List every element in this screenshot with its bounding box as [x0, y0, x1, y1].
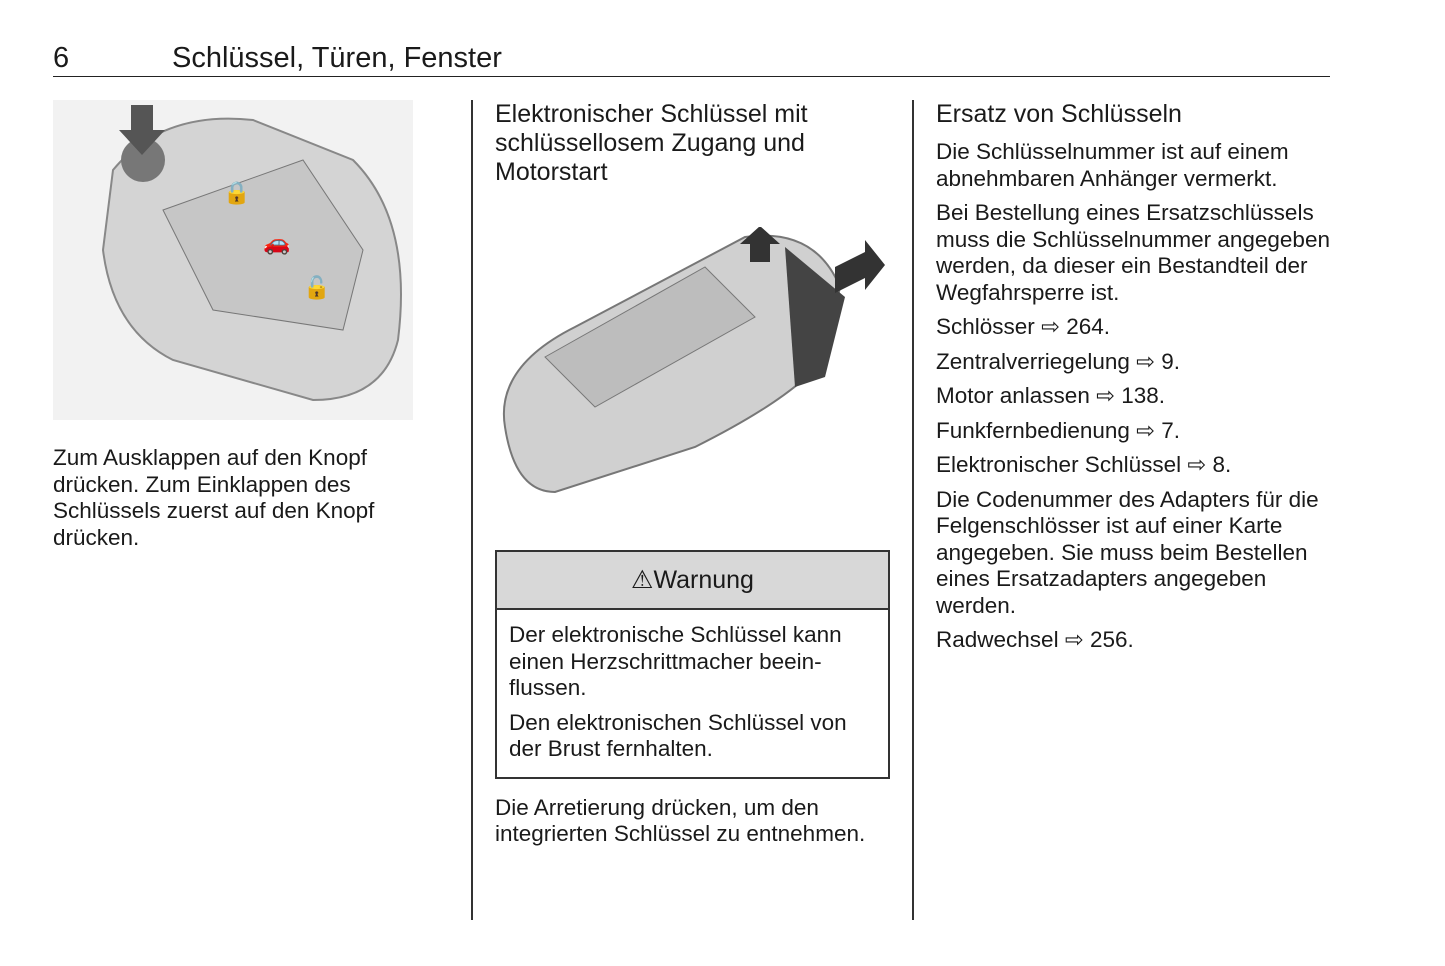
warning-box: [495, 550, 890, 779]
body-text: Bei Bestellung eines Ersatzschlüssels muss die Schlüsselnummer angegeben werden, da dieser ein Bestandteil der Wegfahrsperre ist.: [936, 200, 1330, 305]
chapter-title: Schlüssel, Türen, Fenster: [172, 42, 502, 74]
arrow-icon: ⇨: [1136, 348, 1155, 374]
warning-header: [497, 552, 888, 610]
body-text: Die Codenummer des Adapters für die Felgenschlösser ist auf einer Karte angegeben. Sie muss beim Bestellen eines Ersatzadapters angegeben werden.: [936, 486, 1319, 618]
electronic-key-illustration: [495, 227, 890, 497]
body-text: Die Schlüsselnummer ist auf einem abnehmbaren Anhänger vermerkt.: [936, 139, 1289, 191]
page-number: 6: [53, 42, 70, 74]
warning-icon: ⚠: [631, 566, 654, 594]
warning-title: Warnung: [653, 565, 754, 594]
cross-reference[interactable]: Funkfernbedienung ⇨ 7.: [936, 417, 1181, 443]
cross-reference[interactable]: Zentralverriegelung ⇨ 9.: [936, 348, 1181, 374]
column-divider: [471, 100, 473, 920]
section-heading: Ersatz von Schlüsseln: [936, 100, 1182, 128]
svg-text:🚗: 🚗: [263, 230, 291, 255]
arrow-icon: ⇨: [1136, 417, 1156, 443]
cross-reference[interactable]: Radwechsel ⇨ 256.: [936, 627, 1134, 652]
section-heading: Elektronischer Schlüssel mit schlüssellosem Zugang und Motorstart: [495, 100, 808, 186]
column-1: [53, 100, 448, 559]
column-2: [495, 100, 890, 856]
arrow-icon: ⇨: [1064, 627, 1084, 652]
caption: Zum Ausklappen auf den Knopf drücken. Zum Einklappen des Schlüssels zuerst auf den Knopf drücken.: [53, 445, 375, 550]
folding-key-illustration: [53, 100, 413, 420]
warning-text: Den elektronischen Schlüssel von der Brust fernhalten.: [509, 709, 847, 761]
arrow-icon: ⇨: [1096, 383, 1115, 408]
arrow-icon: ⇨: [1041, 314, 1060, 339]
warning-text: Der elektronische Schlüssel kann einen Herzschrittmacher beeinflussen.: [509, 622, 842, 700]
column-3: [936, 100, 1332, 662]
cross-reference[interactable]: Schlösser ⇨ 264.: [936, 314, 1110, 339]
cross-reference[interactable]: Elektronischer Schlüssel ⇨ 8.: [936, 452, 1232, 477]
svg-text:🔒: 🔒: [223, 180, 251, 205]
arrow-icon: ⇨: [1187, 452, 1207, 477]
page-header: [53, 42, 1330, 77]
column-divider: [912, 100, 914, 920]
cross-reference[interactable]: Motor anlassen ⇨ 138.: [936, 383, 1166, 408]
svg-text:🔓: 🔓: [303, 275, 331, 300]
body-text: Die Arretierung drücken, um den integrierten Schlüssel zu entnehmen.: [495, 794, 866, 846]
